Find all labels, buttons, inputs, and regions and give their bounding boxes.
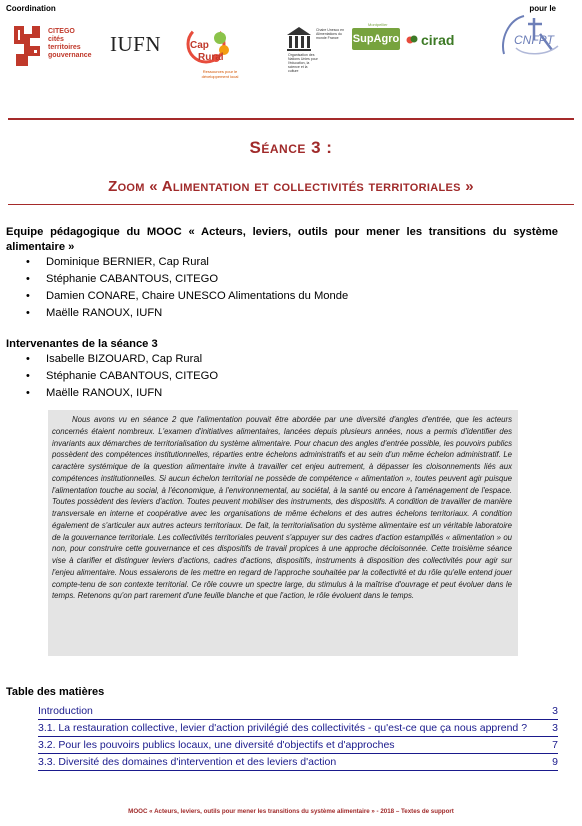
toc-entry-3-3[interactable] [38,754,558,771]
iufn-logo: IUFN [110,32,162,56]
caprural-word-rural: Rural [198,52,224,63]
caprural-word-cap: Cap [190,40,209,51]
cnfpt-wordmark: CNFPT [514,33,554,47]
unesco-temple-icon [284,24,314,54]
citego-logo-text [48,28,92,60]
toc-entry-page: 9 [552,756,558,768]
citego-logo-icon [10,22,44,72]
list-item: • Isabelle BIZOUARD, Cap Rural [26,351,218,368]
toc-entry-text[interactable]: 3.1. La restauration collective, levier d'action privilégié des collectivités - qu'est-ce que ça nous apprend ? [38,722,528,734]
list-item: • Maëlle RANOUX, IUFN [26,305,348,322]
toc-entry-text[interactable]: 3.2. Pour les pouvoirs publics locaux, une diversité d'objectifs et d'approches [38,739,395,751]
toc-entry-page: 3 [552,705,558,717]
pour-le-label: pour le [529,4,556,13]
seance-title: Séance 3 : [249,138,333,157]
toc-entry-3-1[interactable] [38,720,558,737]
citego-line-cites: cités [48,36,64,43]
speakers-list [26,351,218,402]
toc-heading: Table des matières [6,686,105,698]
list-item: • Damien CONARE, Chaire UNESCO Alimentations du Monde [26,288,348,305]
list-item: • Maëlle RANOUX, IUFN [26,385,218,402]
citego-line-territoires: territoires [48,44,81,51]
cirad-leaf-icon [406,34,418,46]
supagro-location: Montpellier [368,22,388,27]
abstract-box [48,410,518,656]
zoom-title: Zoom « Alimentation et collectivités territoriales » [108,178,474,195]
page-footer: MOOC « Acteurs, leviers, outils pour mener les transitions du système alimentaire » - 2018 – Textes de support [128,808,454,815]
abstract-text: Nous avons vu en séance 2 que l'alimentation pouvait être abordée par une diversité d'angles d'entrée, que les acteurs concernés étaient nombreux. L'examen d'initiatives alimentaires, lancées depuis plusieurs années, nous a permis d'identifier des invariants aux démarches de territorialisation du système alimentaire. Pour chacun des angles d'entrée possible, les pouvoirs publics possèdent des compétences institutionnelles, réparties entre échelons administratifs et au sein d'un même échelon administratif. Le caractère systémique de la question alimentaire invite à travailler cet enjeu autrement, à dépasser les cloisonnements liés aux compétences institutionnelles. Si aucun échelon territorial ne possède de compétence « alimentation », toutes peuvent agir puisque l'alimentation touche au social, à l'économique, à l'environnemental, au sociétal, à la santé ou encore à l'aménagement de l'espace. Toutes possèdent des leviers d'action. Toutes peuvent mobiliser des instruments, des dispositifs. A condition de travailler de manière transversale en interne et coopérative avec les organisations de même échelons et des autres échelons territoriaux. A condition également de s'articuler aux autres acteurs territoriaux. De fait, la territorialisation du système alimentaire est un véritable laboratoire de la gouvernance territoriale. Les collectivités territoriales peuvent s'appuyer sur des cadres d'action estampillés « alimentation » ou non, pour construire cette gouvernance et ces dispositifs de travail propices à une approche décloisonnée. Cette troisième séance vise à clarifier et distinguer leviers d'actions, cadres d'actions, dispositifs, instruments à disposition des collectivités pour agir sur l'enjeu alimentaire. Nous essaierons de les mettre en regard de l'approche souhaitée par la collectivité et du rôle qu'elle entend jouer compte-tenu de son contexte territorial. Ce rôle couvre un spectre large, du stimulus à la maîtrise d'ouvrage et peut évoluer dans le temps. Retenons qu'on part rarement d'une feuille blanche et que l'action, le rôle évoluent dans le temps. [52,415,512,601]
unesco-chair-text: Chaire Unesco en Alimentations du monde France [316,28,345,40]
header-divider [8,118,574,120]
supagro-logo: SupAgro [352,28,400,50]
coordination-label: Coordination [6,4,56,13]
citego-line-gouvernance: gouvernance [48,52,92,59]
cnfpt-logo-icon [494,10,566,60]
caprural-tagline: Ressources pour le développement local [201,69,239,79]
cirad-wordmark: cirad [421,32,455,48]
team-heading: Equipe pédagogique du MOOC « Acteurs, leviers, outils pour mener les transitions du système alimentaire » [6,226,558,253]
toc-entry-introduction[interactable] [38,703,558,720]
toc-entry-page: 3 [552,722,558,734]
citego-name: CITEGO [48,28,75,35]
list-item: • Dominique BERNIER, Cap Rural [26,254,348,271]
table-of-contents [38,703,558,771]
toc-entry-3-2[interactable] [38,737,558,754]
toc-entry-text[interactable]: Introduction [38,705,93,717]
unesco-org-text: Organisation des Nations Unies pour l'éducation, la science et la culture [288,53,318,73]
team-list [26,254,348,322]
toc-entry-text[interactable]: 3.3. Diversité des domaines d'intervention et des leviers d'action [38,756,337,768]
list-item: • Stéphanie CABANTOUS, CITEGO [26,271,348,288]
cirad-logo [406,30,454,50]
speakers-heading: Intervenantes de la séance 3 [6,338,158,350]
list-item: • Stéphanie CABANTOUS, CITEGO [26,368,218,385]
title-divider [8,204,574,205]
toc-entry-page: 7 [552,739,558,751]
